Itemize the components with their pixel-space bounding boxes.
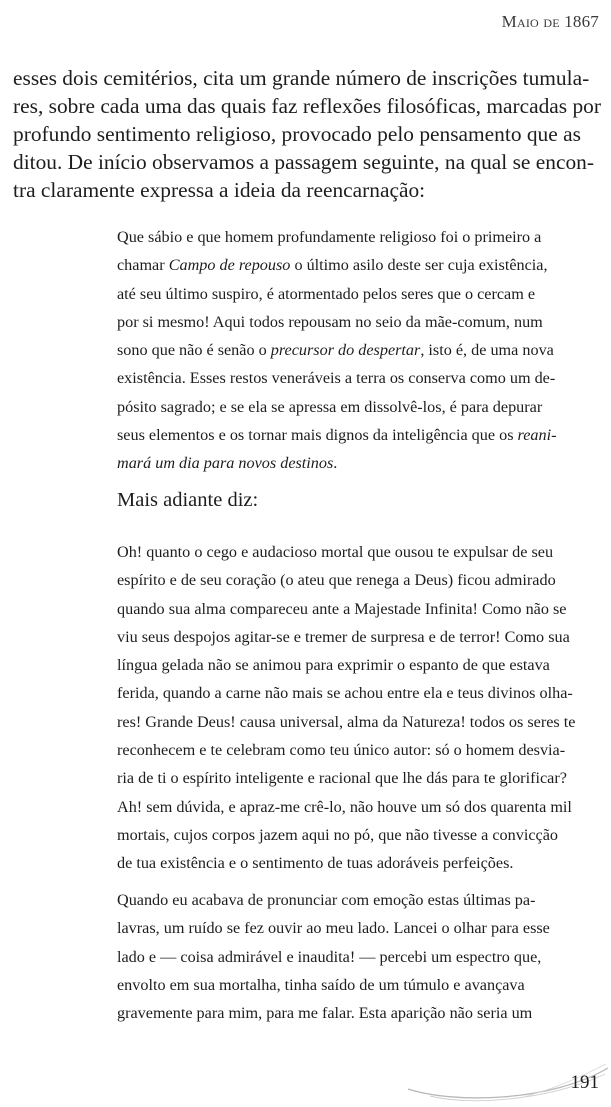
quote-line: lado e — coisa admirável e inaudita! — percebi um espectro que, <box>117 947 542 966</box>
quote-text: chamar <box>117 256 169 275</box>
page-number: 191 <box>570 1072 599 1093</box>
quote-line <box>117 449 605 477</box>
quote-line: espírito e de seu coração (o ateu que renega a Deus) ficou admirado <box>117 571 556 590</box>
quote-text: seus elementos e os tornar mais dignos da inteligência que os <box>117 426 518 445</box>
running-head <box>502 12 599 32</box>
running-head-month: Maio <box>501 12 539 31</box>
quote-line: lavras, um ruído se fez ouvir ao meu lado. Lancei o olhar para esse <box>117 919 550 938</box>
quote-text: o último asilo deste ser cuja existência, <box>290 256 548 275</box>
running-head-year: 1867 <box>564 12 599 31</box>
intro-line: ditou. De início observamos a passagem seguinte, na qual se encon- <box>13 150 594 174</box>
quote-line: língua gelada não se animou para exprimir o espanto de que estava <box>117 656 550 675</box>
quote-oh-quanto <box>117 538 605 878</box>
intro-line: tra claramente expressa a ideia da reencarnação: <box>13 178 426 202</box>
quote-line: até seu último suspiro, é atormentado pelos seres que o cercam e <box>117 284 536 303</box>
quote-line: Que sábio e que homem profundamente religioso foi o primeiro a <box>117 228 542 246</box>
quote-quando-eu <box>117 886 605 1027</box>
quote-line: pósito sagrado; e se ela se apressa em dissolvê-los, é para depurar <box>117 397 543 416</box>
quote-line: ria de ti o espírito inteligente e racional que lhe dás para te glorificar? <box>117 769 567 788</box>
quote-emphasis: reani- <box>517 426 557 445</box>
quote-line: ferida, quando a carne não mais se achou entre ela e teus divinos olha- <box>117 684 573 703</box>
quote-line: Oh! quanto o cego e audacioso mortal que ousou te expulsar de seu <box>117 543 554 561</box>
quote-text: sono que não é senão o <box>117 341 271 360</box>
quote-line: viu seus despojos agitar-se e tremer de surpresa e de terror! Como sua <box>117 627 570 646</box>
quote-line: quando sua alma compareceu ante a Majestade Infinita! Como não se <box>117 599 567 618</box>
quote-line: Ah! sem dúvida, e apraz-me crê-lo, não houve um só dos quarenta mil <box>117 797 572 816</box>
quote-emphasis: precursor do despertar <box>270 341 421 360</box>
running-head-de: de <box>538 12 565 31</box>
quote-line <box>117 251 605 279</box>
intro-line: esses dois cemitérios, cita um grande número de inscrições tumula- <box>13 66 590 90</box>
quote-line: de tua existência e o sentimento de tuas adoráveis perfeições. <box>117 854 514 873</box>
intro-paragraph <box>13 64 603 204</box>
quote-line <box>117 421 605 449</box>
quote-text: , isto é, de uma nova <box>420 341 554 360</box>
quote-emphasis: mará um dia para novos destinos <box>117 454 334 473</box>
quote-line: reconhecem e te celebram como teu único autor: só o homem desvia- <box>117 741 566 760</box>
quote-line: mortais, cujos corpos jazem aqui no pó, que não tivesse a convicção <box>117 825 558 844</box>
quote-line: por si mesmo! Aqui todos repousam no seio da mãe-comum, num <box>117 312 543 331</box>
quote-text: . <box>333 454 338 473</box>
intro-line: profundo sentimento religioso, provocado pelo pensamento que as <box>13 122 581 146</box>
intro-line: res, sobre cada uma das quais faz reflexões filosóficas, marcadas por <box>13 94 601 118</box>
quote-line: gravemente para mim, para me falar. Esta aparição não seria um <box>117 1004 533 1023</box>
quote-line: existência. Esses restos veneráveis a terra os conserva como um de- <box>117 369 556 388</box>
mais-adiante-heading: Mais adiante diz: <box>117 489 259 511</box>
quote-line: Quando eu acabava de pronunciar com emoção estas últimas pa- <box>117 891 536 909</box>
quote-line: res! Grande Deus! causa universal, alma da Natureza! todos os seres te <box>117 712 576 731</box>
quote-campo-de-repouso <box>117 223 605 478</box>
quote-line <box>117 336 605 364</box>
quote-line: envolto em sua mortalha, tinha saído de um túmulo e avançava <box>117 975 525 994</box>
quote-emphasis: Campo de repouso <box>168 256 291 275</box>
